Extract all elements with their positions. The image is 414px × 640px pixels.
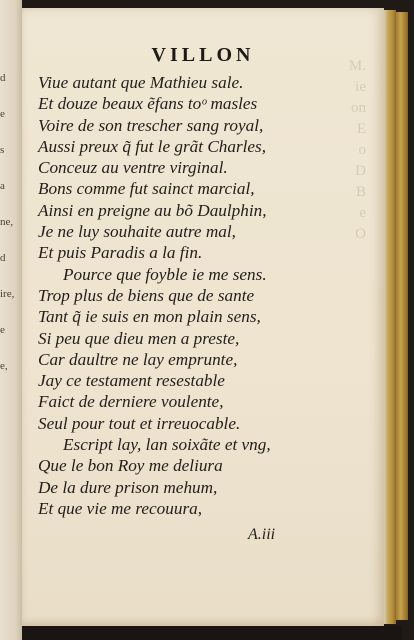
verse-line: Et que vie me recouura,	[38, 498, 203, 518]
verse-line: Jay ce testament resestable	[38, 371, 225, 391]
verse-line: Tant q̃ ie suis en mon plain sens,	[38, 307, 261, 327]
verse-line: Voire de son trescher sang royal,	[38, 115, 264, 135]
verse-text-block	[38, 72, 338, 519]
verse-line: Bons comme fut sainct marcial,	[38, 179, 255, 199]
verse-line: Ainsi en preigne au bõ Daulphin,	[38, 200, 267, 220]
running-header: VILLON	[151, 44, 255, 66]
facing-page-text-fragments: d e s a ne, d ire, e e,	[0, 72, 15, 372]
verse-line: Pource que foyble ie me sens.	[63, 264, 267, 284]
verse-line: Je ne luy souhaite autre mal,	[38, 222, 236, 242]
verse-line: Viue autant que Mathieu sale.	[38, 73, 244, 92]
verse-line: Et puis Paradis a la fin.	[38, 243, 203, 263]
book-cover-edge	[396, 12, 408, 620]
verse-line: Aussi preux q̃ fut le grãt Charles,	[38, 136, 267, 156]
verse-line: Car daultre ne lay emprunte,	[38, 349, 238, 369]
verse-line: Et douze beaux ẽfans toᵒ masles	[38, 94, 258, 114]
verse-line: Si peu que dieu men a preste,	[38, 328, 240, 348]
page-edge-gilt	[384, 10, 396, 624]
signature-mark: A.iii	[248, 526, 276, 543]
verse-line: Faict de derniere voulente,	[38, 392, 224, 412]
verse-line: Conceuz au ventre virginal.	[38, 158, 228, 178]
facing-page-edge	[0, 0, 22, 640]
book-page	[22, 8, 384, 626]
verse-line: De la dure prison mehum,	[38, 477, 218, 497]
verse-line: Seul pour tout et irreuocable.	[38, 413, 241, 433]
bottom-shadow	[22, 626, 402, 640]
show-through-text: M. ie on E o D B e O	[348, 58, 366, 242]
verse-line: Trop plus de biens que de sante	[38, 285, 255, 305]
verse-line: Que le bon Roy me deliura	[38, 456, 223, 476]
verse-line: Escript lay, lan soixãte et vng,	[63, 435, 271, 455]
